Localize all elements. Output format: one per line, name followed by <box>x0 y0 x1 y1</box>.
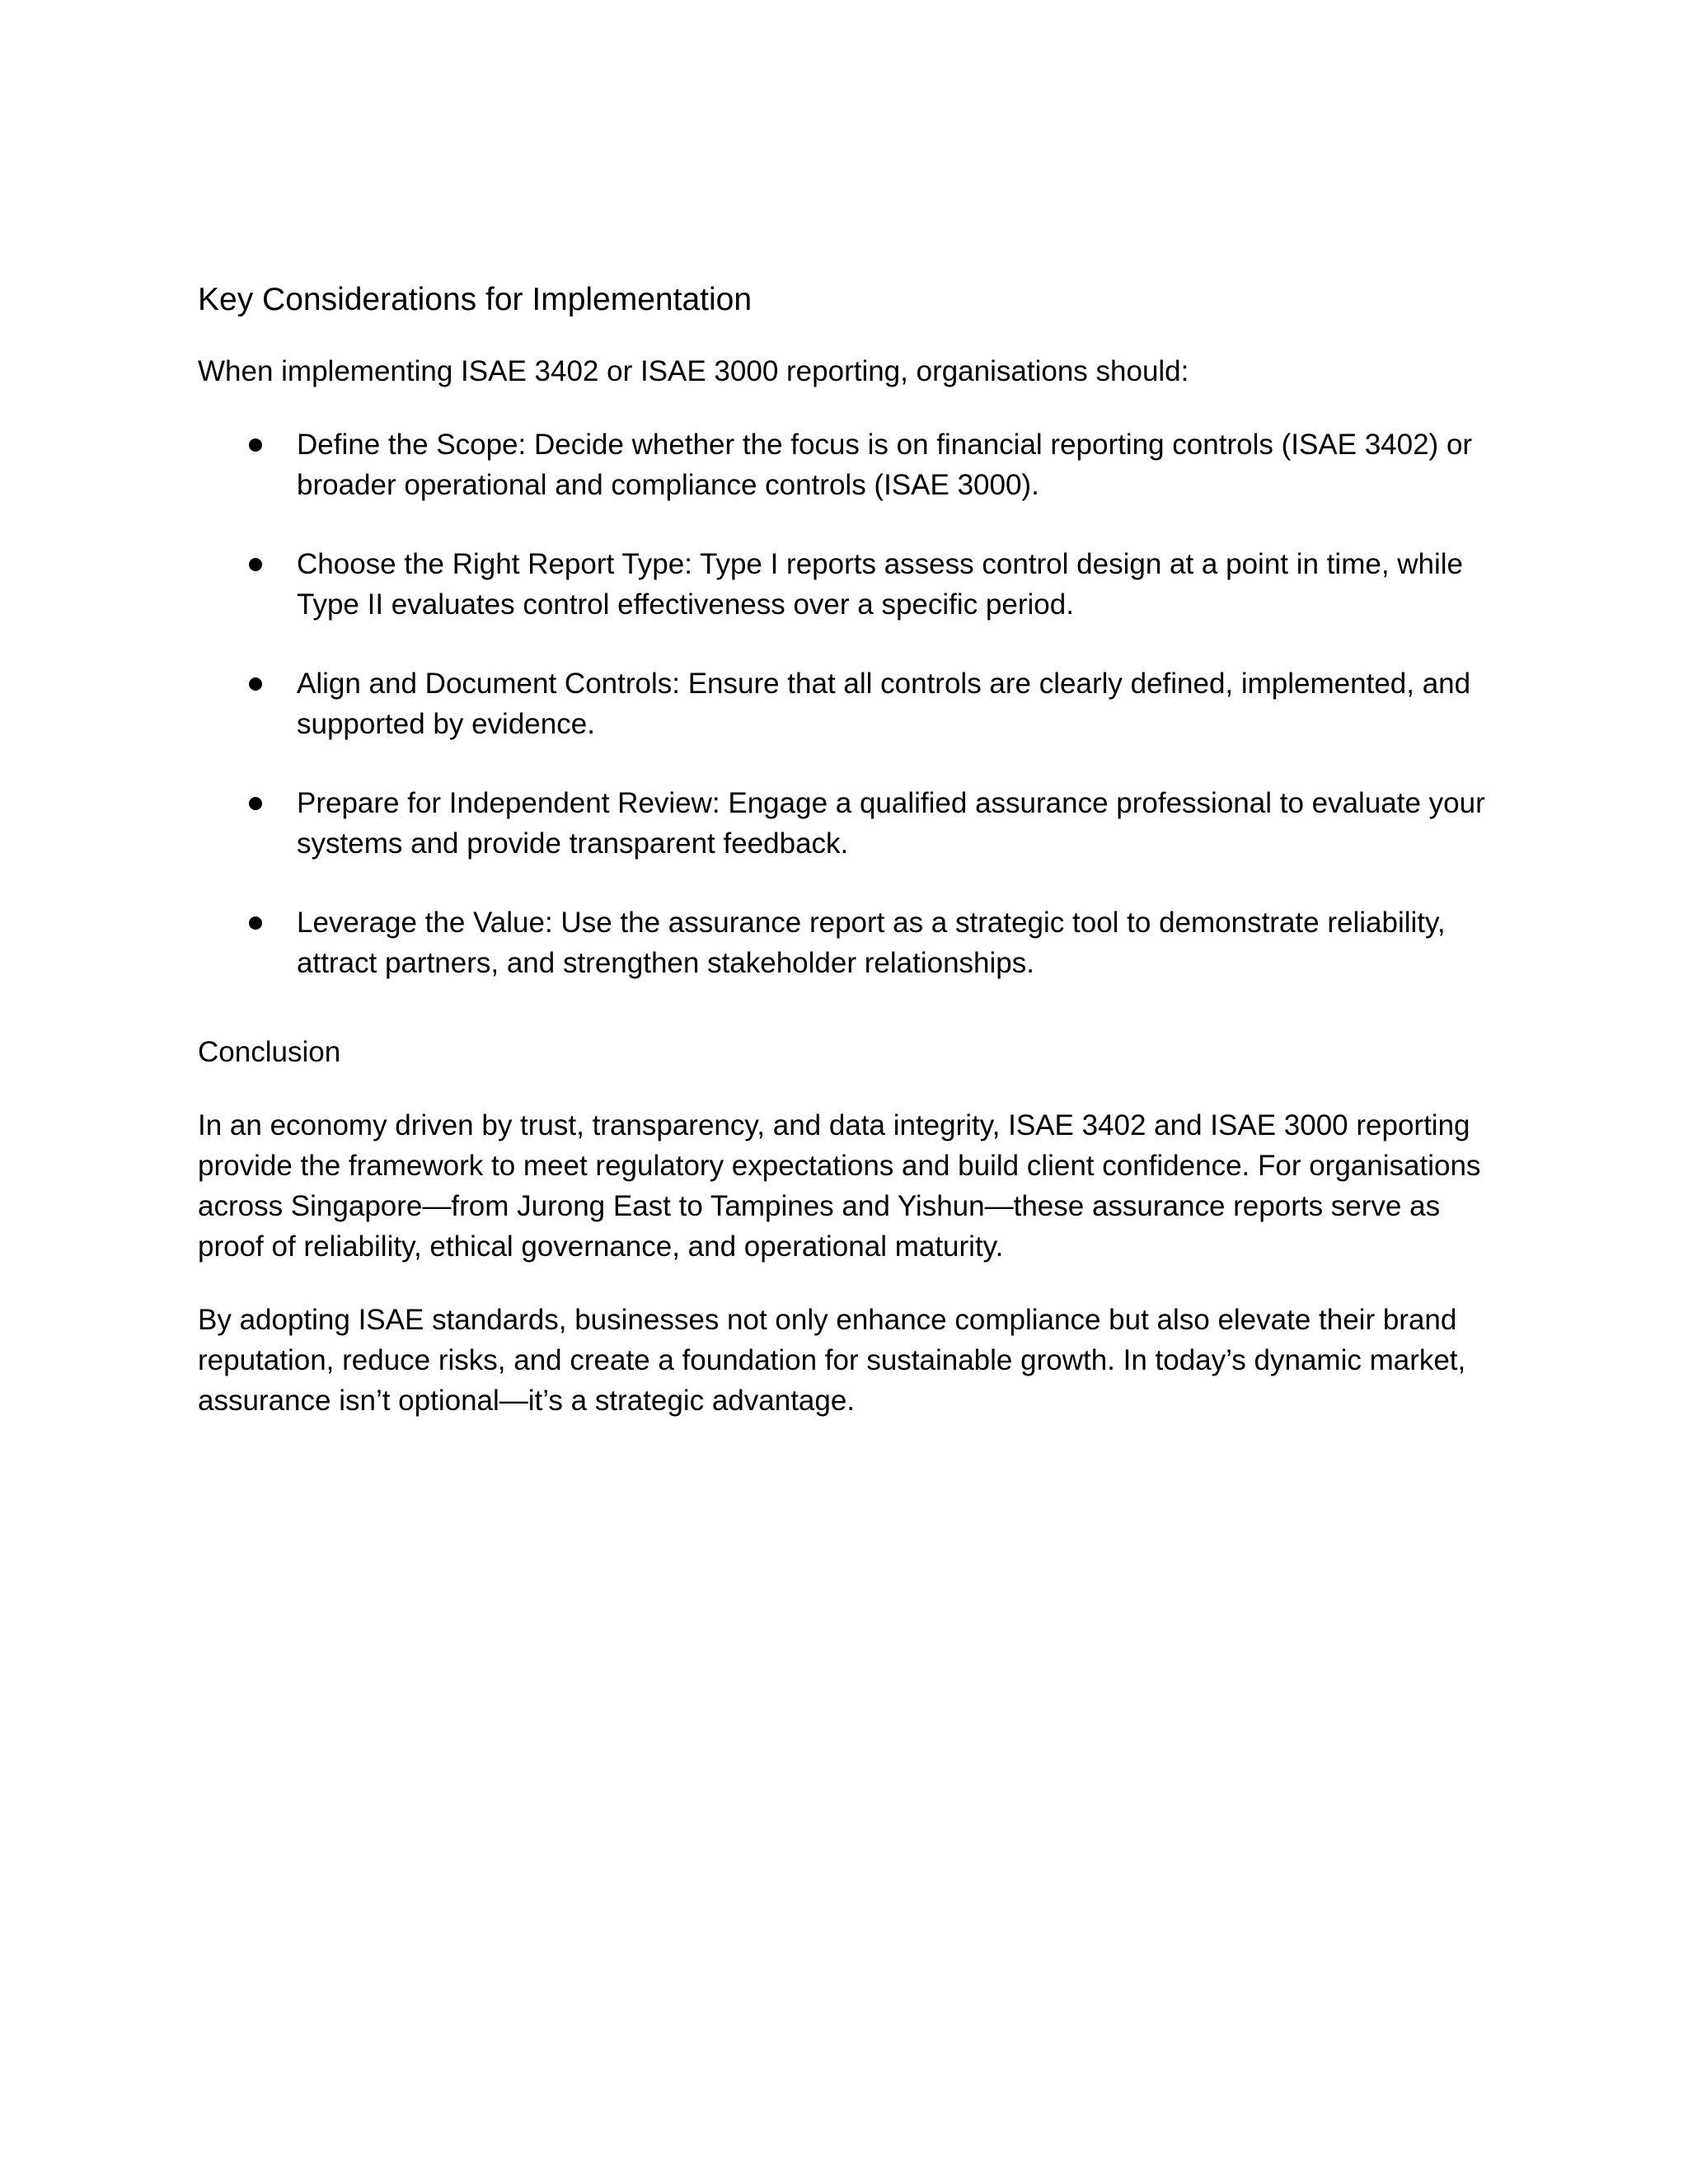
list-item <box>198 663 1508 744</box>
bullet-icon <box>249 916 262 930</box>
list-item <box>198 424 1508 505</box>
list-item-text: Prepare for Independent Review: Engage a qualified assurance professional to evaluate your systems and provide transparent feedback. <box>297 787 1485 860</box>
section-heading: Key Considerations for Implementation <box>198 282 753 317</box>
list-item-text: Align and Document Controls: Ensure that all controls are clearly defined, implemented, and supported by evidence. <box>297 668 1471 740</box>
list-item-text: Define the Scope: Decide whether the focus is on financial reporting controls (ISAE 3402) or broader operational and compliance controls (ISAE 3000). <box>297 429 1473 501</box>
list-item-text: Leverage the Value: Use the assurance report as a strategic tool to demonstrate reliability, attract partners, and strengthen stakeholder relationships. <box>297 907 1446 979</box>
list-item-text: Choose the Right Report Type: Type I reports assess control design at a point in time, while Type II evaluates control effectiveness over a specific period. <box>297 548 1464 621</box>
list-item <box>198 544 1508 625</box>
list-item <box>198 902 1508 983</box>
document-content <box>198 280 1508 1454</box>
bullet-icon <box>249 677 262 691</box>
bullet-icon <box>249 558 262 571</box>
intro-paragraph: When implementing ISAE 3402 or ISAE 3000 reporting, organisations should: <box>198 355 1189 387</box>
bullet-icon <box>249 797 262 810</box>
considerations-list <box>198 424 1508 983</box>
conclusion-heading: Conclusion <box>198 1036 341 1068</box>
list-item <box>198 783 1508 864</box>
conclusion-paragraph: In an economy driven by trust, transparency, and data integrity, ISAE 3402 and ISAE 3000 reporting provide the framework to meet regulatory expectations and build client confidence. For organisations across Singapore—from Jurong East to Tampines and Yishun—these assurance reports serve as proof of reliability, ethical governance, and operational maturity. <box>198 1109 1481 1263</box>
bullet-icon <box>249 438 262 452</box>
conclusion-paragraph: By adopting ISAE standards, businesses not only enhance compliance but also elevate their brand reputation, reduce risks, and create a foundation for sustainable growth. In today’s dynamic market, assurance isn’t optional—it’s a strategic advantage. <box>198 1304 1466 1417</box>
